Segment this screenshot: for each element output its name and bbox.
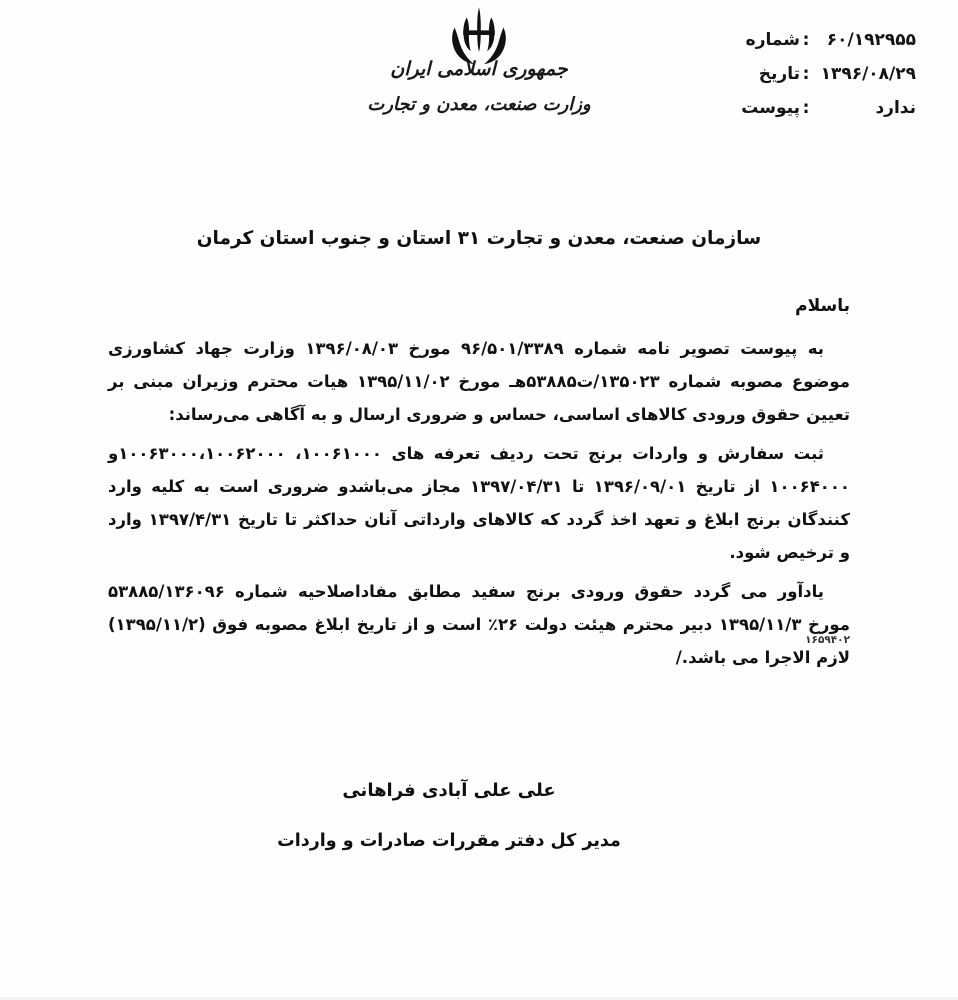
meta-value-attachment: ندارد bbox=[875, 98, 916, 118]
body-paragraph-3: یادآور می گردد حقوق ورودی برنج سفید مطابق مفاداصلاحیه شماره ۵۳۸۸۵/۱۳۶۰۹۶ مورخ ۱۳۹۵/۱۱/۳ دبیر محترم هیئت دولت ۲۶٪ است و از تاریخ ابلاغ مصوبه فوق (۱۳۹۵/۱۱/۲) لازم الاجرا می باشد./ bbox=[108, 582, 850, 667]
meta-colon-date: : bbox=[802, 64, 810, 84]
meta-value-number: ۶۰/۱۹۲۹۵۵ bbox=[826, 30, 916, 50]
meta-row-date bbox=[734, 66, 916, 83]
ministry-name: وزارت صنعت، معدن و تجارت bbox=[367, 94, 591, 115]
meta-label-date: تاریخ bbox=[758, 64, 800, 84]
signatory-name: علی علی آبادی فراهانی bbox=[342, 780, 556, 801]
letter-body bbox=[108, 332, 850, 674]
meta-label-attachment: پیوست bbox=[741, 98, 800, 118]
reference-number: ۱۶۵۹۴۰۲ bbox=[805, 634, 850, 646]
signatory-title: مدیر کل دفتر مقررات صادرات و واردات bbox=[277, 831, 621, 851]
meta-row-number bbox=[734, 32, 916, 49]
body-paragraph-1: به پیوست تصویر نامه شماره ۹۶/۵۰۱/۳۳۸۹ مورخ ۱۳۹۶/۰۸/۰۳ وزارت جهاد کشاورزی موضوع مصوبه شماره ۱۳۵۰۲۳/ت۵۳۸۸۵هـ مورخ ۱۳۹۵/۱۱/۰۲ هیات محترم وزیران مبنی بر تعیین حقوق ورودی کالاهای اساسی، حساس و ضروری ارسال و به آگاهی می‌رساند: bbox=[108, 339, 850, 424]
salutation: باسلام bbox=[795, 296, 850, 316]
country-name: جمهوری اسلامی ایران bbox=[390, 58, 568, 80]
signature-block bbox=[0, 780, 958, 851]
meta-value-date: ۱۳۹۶/۰۸/۲۹ bbox=[820, 64, 916, 84]
meta-row-attachment bbox=[734, 100, 916, 117]
organization-titles bbox=[269, 58, 689, 115]
document-meta bbox=[734, 32, 916, 134]
letterhead bbox=[0, 0, 958, 170]
body-paragraph-2: ثبت سفارش و واردات برنج تحت ردیف تعرفه های ۱۰۰۶۱۰۰۰، ۱۰۰۶۳۰۰۰،۱۰۰۶۲۰۰۰و ۱۰۰۶۴۰۰۰ از تاریخ ۱۳۹۶/۰۹/۰۱ تا ۱۳۹۷/۰۴/۳۱ مجاز می‌باشدو ضروری است به کلیه وارد کنندگان برنج ابلاغ و تعهد اخذ گردد که کالاهای وارداتی آنان حداکثر تا تاریخ ۱۳۹۷/۴/۳۱ وارد و ترخیص شود. bbox=[108, 444, 851, 562]
meta-label-number: شماره bbox=[745, 30, 800, 50]
meta-colon-attachment: : bbox=[802, 98, 810, 118]
meta-colon-number: : bbox=[802, 30, 810, 50]
addressee-line: سازمان صنعت، معدن و تجارت ۳۱ استان و جنوب استان کرمان bbox=[196, 228, 762, 249]
